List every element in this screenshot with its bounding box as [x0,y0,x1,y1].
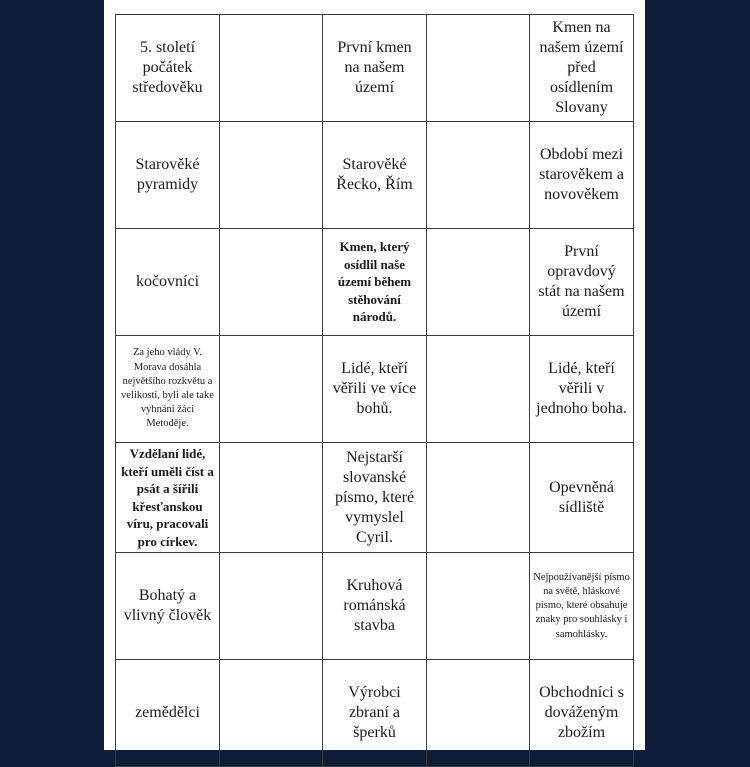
blank-cell [220,229,323,336]
card-cell: Starověké Řecko, Řím [323,122,427,229]
card-cell: Období mezi starověkem a novověkem [530,122,634,229]
card-cell: Lidé, kteří věřili v jednoho boha. [530,336,634,443]
blank-cell [220,336,323,443]
blank-cell [220,660,323,767]
blank-cell [427,15,530,122]
table-row [116,660,634,767]
blank-cell [427,122,530,229]
card-cell: Lidé, kteří věřili ve více bohů. [323,336,427,443]
card-cell: Za jeho vlády V. Morava dosáhla největšího rozkvětu a velikosti, byli ale take vyhnáni žáci Metoděje. [116,336,220,443]
table-row [116,229,634,336]
card-cell: kočovníci [116,229,220,336]
blank-cell [427,229,530,336]
blank-cell [427,660,530,767]
blank-cell [427,443,530,553]
card-cell: Obchodníci s dováženým zbožím [530,660,634,767]
card-cell: Starověké pyramidy [116,122,220,229]
card-cell: Bohatý a vlivný člověk [116,553,220,660]
blank-cell [220,443,323,553]
blank-cell [427,336,530,443]
card-cell: První kmen na našem území [323,15,427,122]
card-cell: Výrobci zbraní a šperků [323,660,427,767]
blank-cell [220,122,323,229]
card-cell: Nejstarší slovanské písmo, které vymyslel Cyril. [323,443,427,553]
card-cell: Opevněná sídliště [530,443,634,553]
term-card-table [115,14,634,767]
blank-cell [220,15,323,122]
card-cell: Kmen na našem území před osídlením Slovany [530,15,634,122]
table-row [116,553,634,660]
card-cell: Kmen, který osídlil naše území během stěhování národů. [323,229,427,336]
card-cell: 5. století počátek středověku [116,15,220,122]
card-cell: Nejpoužívanější písmo na světě, hláskové písmo, které obsahuje znaky pro souhlásky i samohlásky. [530,553,634,660]
table-row [116,122,634,229]
card-cell: Kruhová románská stavba [323,553,427,660]
blank-cell [427,553,530,660]
card-cell: První opravdový stát na našem území [530,229,634,336]
card-cell: Vzdělaní lidé, kteří uměli číst a psát a šířili křesťanskou víru, pracovali pro církev. [116,443,220,553]
card-cell: zemědělci [116,660,220,767]
table-row [116,15,634,122]
table-row [116,443,634,553]
table-row [116,336,634,443]
blank-cell [220,553,323,660]
